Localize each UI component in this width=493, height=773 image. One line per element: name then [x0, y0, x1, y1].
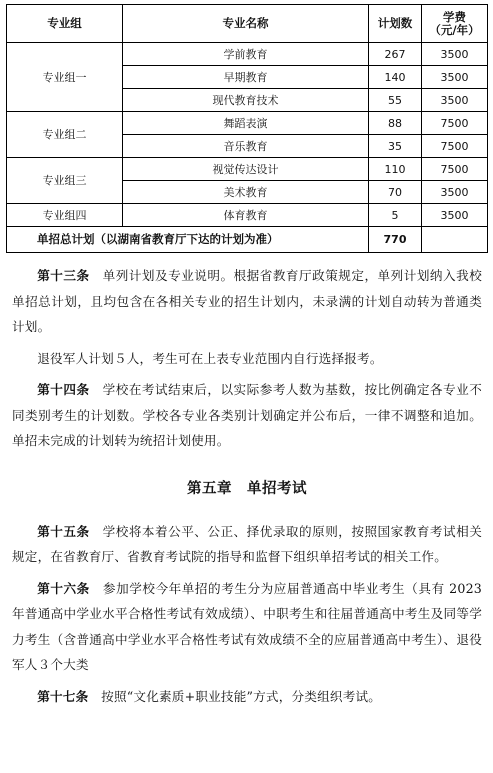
total-fee-empty [422, 227, 488, 253]
fee-cell: 3500 [422, 43, 488, 66]
group-cell: 专业组三 [7, 158, 123, 204]
article-body [12, 263, 482, 709]
header-group: 专业组 [7, 5, 123, 43]
major-cell: 早期教育 [123, 66, 369, 89]
article-16 [12, 576, 482, 678]
plan-cell: 110 [369, 158, 422, 181]
major-cell: 舞蹈表演 [123, 112, 369, 135]
group-cell: 专业组二 [7, 112, 123, 158]
article-16-heading: 第十六条 [37, 580, 90, 596]
article-13-heading: 第十三条 [37, 268, 90, 283]
plan-cell: 140 [369, 66, 422, 89]
article-13 [12, 263, 482, 340]
table-row [7, 43, 488, 66]
fee-cell: 7500 [422, 112, 488, 135]
major-cell: 现代教育技术 [123, 89, 369, 112]
total-value: 770 [369, 227, 422, 253]
article-17-heading: 第十七条 [37, 688, 89, 704]
enrollment-plan-table [6, 4, 488, 253]
major-cell: 音乐教育 [123, 135, 369, 158]
article-14-heading: 第十四条 [37, 382, 90, 397]
fee-cell: 3500 [422, 89, 488, 112]
article-16-text: 参加学校今年单招的考生分为应届普通高中毕业考生（具有 2023 年普通高中学业水平合格性考试有效成绩）、中职考生和往届普通高中考生及同等学力考生（含普通高中学业水平合格性考试有效成绩不全的应届普通高中考生）、退役军人３个大类 [12, 580, 482, 672]
header-fee [422, 5, 488, 43]
plan-cell: 267 [369, 43, 422, 66]
article-13-text: 单列计划及专业说明。根据省教育厅政策规定，单列计划纳入我校单招总计划，且均包含在各相关专业的招生计划内，未录满的计划自动转为普通类计划。 [12, 268, 482, 334]
fee-cell: 3500 [422, 66, 488, 89]
table-row [7, 158, 488, 181]
plan-cell: 88 [369, 112, 422, 135]
total-label: 单招总计划（以湖南省教育厅下达的计划为准） [7, 227, 369, 253]
header-major: 专业名称 [123, 5, 369, 43]
major-cell: 美术教育 [123, 181, 369, 204]
article-15-heading: 第十五条 [37, 523, 90, 539]
table-header-row [7, 5, 488, 43]
fee-cell: 7500 [422, 158, 488, 181]
plan-cell: 5 [369, 204, 422, 227]
header-plan: 计划数 [369, 5, 422, 43]
header-fee-unit: （元/年） [429, 22, 480, 37]
table-total-row [7, 227, 488, 253]
plan-cell: 70 [369, 181, 422, 204]
article-15-text: 学校将本着公平、公正、择优录取的原则，按照国家教育考试相关规定，在省教育厅、省教育考试院的指导和监督下组织单招考试的相关工作。 [12, 523, 482, 564]
fee-cell: 7500 [422, 135, 488, 158]
chapter-5-title: 第五章 单招考试 [187, 479, 307, 497]
article-15 [12, 519, 482, 570]
table-row [7, 204, 488, 227]
article-17 [12, 684, 482, 710]
group-cell: 专业组一 [7, 43, 123, 112]
major-cell: 视觉传达设计 [123, 158, 369, 181]
plan-cell: 55 [369, 89, 422, 112]
table-row [7, 112, 488, 135]
article-14-text: 学校在考试结束后，以实际参考人数为基数，按比例确定各专业不同类别考生的计划数。学校各专业各类别计划确定并公布后，一律不调整和追加。单招未完成的计划转为统招计划使用。 [12, 382, 482, 448]
major-cell: 学前教育 [123, 43, 369, 66]
article-14 [12, 377, 482, 454]
plan-cell: 35 [369, 135, 422, 158]
major-cell: 体育教育 [123, 204, 369, 227]
article-13-veterans: 退役军人计划５人，考生可在上表专业范围内自行选择报考。 [37, 350, 383, 366]
fee-cell: 3500 [422, 204, 488, 227]
fee-cell: 3500 [422, 181, 488, 204]
header-fee-label: 学费 [443, 9, 466, 24]
article-17-text: 按照“文化素质+职业技能”方式，分类组织考试。 [101, 688, 382, 704]
group-cell: 专业组四 [7, 204, 123, 227]
